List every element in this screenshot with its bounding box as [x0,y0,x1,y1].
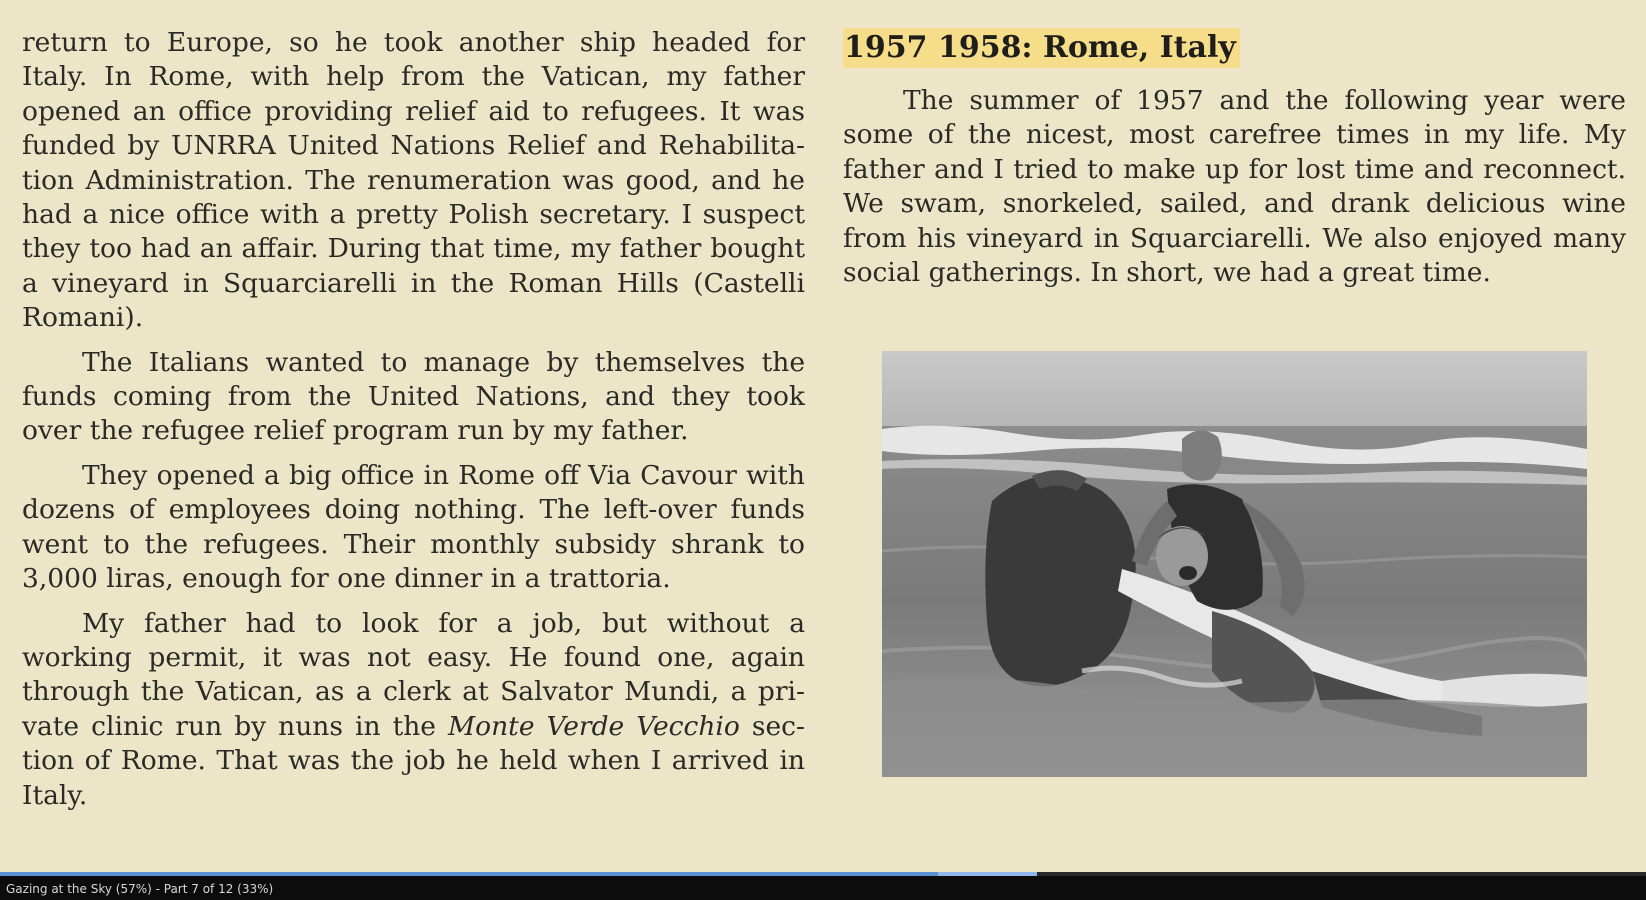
book-progress-fill [0,872,938,876]
beach-photo-illustration [882,351,1587,777]
left-text-column [22,26,805,813]
book-progress-track[interactable] [0,872,1646,876]
chapter-heading: 1957 1958: Rome, Italy [843,28,1240,68]
beach-photo [882,351,1587,777]
paragraph-4-text-end: section of Rome. That was the job he held when I arrived in Italy. [22,710,805,811]
chapter-paragraph: The summer of 1957 and the following year were some of the nicest, most carefree times in my life. My father and I tried to make up for lost time and reconnect. We swam, snorkeled, sailed, and drank delicious wine from his vineyard in Squarciarelli. We also enjoyed many social gatherings. In short, we had a great time. [843,85,1626,289]
paragraph-1: return to Europe, so he took another ship headed for Italy. In Rome, with help from the Vatican, my father opened an office providing relief aid to refugees. It was funded by UNRRA United Nations Relief and Rehabilitation Administration. The renumeration was good, and he had a nice office with a pretty Polish secretary. I suspect they too had an affair. During that time, my father bought a vineyard in Squarciarelli in the Roman Hills (Castelli Romani). [22,27,805,334]
reading-progress-text: Gazing at the Sky (57%) - Part 7 of 12 (33%) [6,882,274,896]
paragraph-3: They opened a big office in Rome off Via Cavour with dozens of employees doing nothing. The left-over funds went to the refugees. Their monthly subsidy shrank to 3,000 liras, enough for one dinner in a trattoria. [22,459,805,595]
reader-status-bar[interactable] [0,872,1646,900]
paragraph-2: The Italians wanted to manage by themselves the funds coming from the United Nations, and they took over the refugee relief program run by my father. [22,346,805,447]
paragraph-4 [22,607,805,813]
part-progress-marker [938,872,1037,876]
place-name-italic: Monte Verde Vecchio [448,710,740,742]
paragraph-4-text-start: My father had to look for a job, but without a working permit, it was not easy. He found one, again through the Vatican, as a clerk at Salvator Mundi, a private clinic run by nuns in the [22,607,805,742]
right-text-column [843,26,1626,290]
